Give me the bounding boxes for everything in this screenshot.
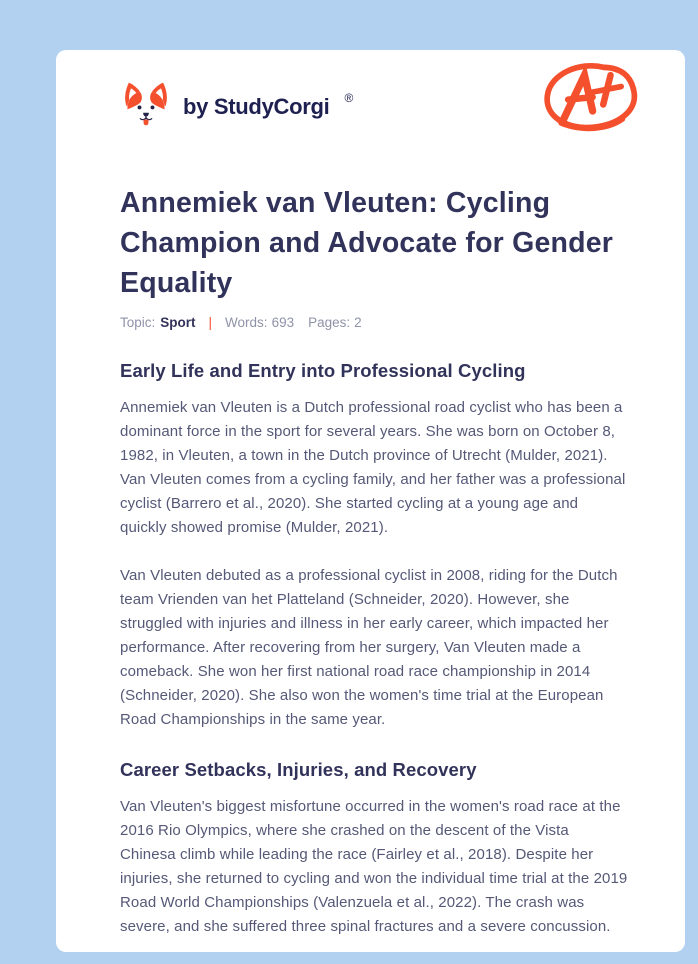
page-title: Annemiek van Vleuten: Cycling Champion and Advocate for Gender Equality bbox=[120, 187, 614, 299]
paragraph: Annemiek van Vleuten is a Dutch professional road cyclist who has been a dominant force in the sport for several years. She was born on October 8, 1982, in Vleuten, a town in the Dutch province of Utrecht (Mulder, 2021). Van Vleuten comes from a cycling family, and her father was a professional cyclist (Barrero et al., 2020). She started cycling at a young age and quickly showed promise (Mulder, 2021). bbox=[120, 399, 626, 536]
pages-count: Pages: 2 bbox=[308, 315, 362, 330]
paragraph: Van Vleuten's biggest misfortune occurred in the women's road race at the 2016 Rio Olympics, where she crashed on the descent of the Vista Chinesa climb while leading the race (Fairley et al., 2018). Despite her injuries, she returned to cycling and won the individual time trial at the 2019 Road World Championships (Valenzuela et al., 2022). The crash was severe, and she suffered three spinal fractures and a severe concussion. bbox=[120, 798, 628, 935]
registered-trademark: ® bbox=[344, 91, 354, 105]
section-heading: Career Setbacks, Injuries, and Recovery bbox=[120, 759, 477, 780]
brand-text: by StudyCorgi bbox=[183, 94, 330, 119]
a-plus-grade-icon bbox=[538, 58, 644, 140]
card-header bbox=[120, 78, 628, 140]
words-count: Words: 693 bbox=[225, 315, 295, 330]
paragraph: Van Vleuten debuted as a professional cyclist in 2008, riding for the Dutch team Vrienden van het Platteland (Schneider, 2020). However, she struggled with injuries and illness in her early career, which impacted her performance. After recovering from her surgery, Van Vleuten made a comeback. She won her first national road race championship in 2014 (Schneider, 2020). She also won the women's time trial at the European Road Championships in the same year. bbox=[120, 567, 618, 728]
section-early-life bbox=[120, 358, 628, 732]
meta-divider: | bbox=[208, 315, 213, 330]
essay-meta bbox=[120, 313, 628, 333]
section-heading: Early Life and Entry into Professional Cycling bbox=[120, 360, 526, 381]
essay-card bbox=[56, 50, 685, 952]
topic-link[interactable]: Sport bbox=[160, 315, 196, 330]
topic-label: Topic: bbox=[120, 315, 156, 330]
corgi-icon bbox=[120, 80, 172, 134]
section-career-setbacks bbox=[120, 757, 628, 939]
studycorgi-logo[interactable] bbox=[120, 80, 353, 134]
